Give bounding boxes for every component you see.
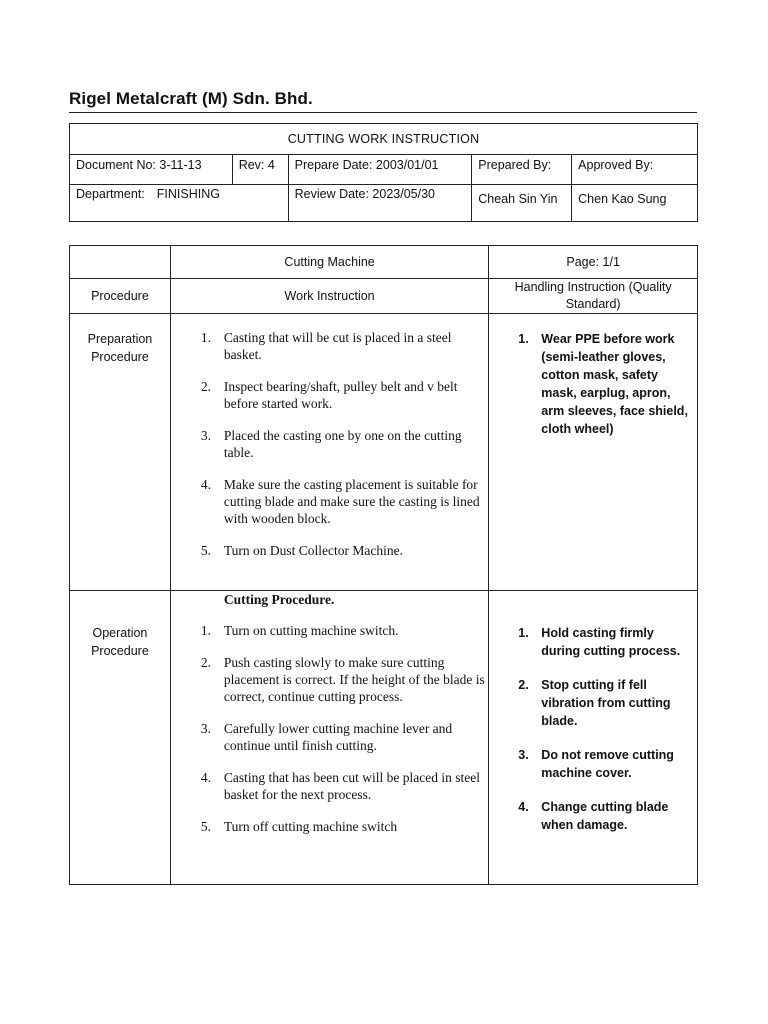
document-number: Document No: 3-11-13	[70, 155, 233, 185]
list-item: 2. Inspect bearing/shaft, pulley belt and v belt before started work.	[200, 379, 458, 411]
operation-work-instructions	[170, 591, 488, 885]
work-instruction-table	[69, 245, 698, 885]
prepared-by-name: Cheah Sin Yin	[472, 185, 572, 222]
list-item: 1. Casting that will be cut is placed in a steel basket.	[200, 330, 452, 362]
review-date: Review Date: 2023/05/30	[288, 185, 472, 222]
column-header-work-instruction: Work Instruction	[170, 279, 488, 314]
list-item: 1. Wear PPE before work (semi-leather gloves, cotton mask, safety mask, earplug, apron, arm sleeves, face shield, cloth wheel)	[518, 332, 688, 436]
preparation-handling-instructions	[489, 314, 698, 591]
list-item: 5. Turn off cutting machine switch	[200, 819, 398, 834]
list-item: 4. Change cutting blade when damage.	[518, 800, 669, 832]
list-item: 3. Placed the casting one by one on the cutting table.	[200, 428, 462, 460]
list-item: 1. Hold casting firmly during cutting process.	[518, 626, 681, 658]
column-header-procedure: Procedure	[70, 279, 171, 314]
operation-label-line-2: Procedure	[91, 644, 149, 658]
revision: Rev: 4	[232, 155, 288, 185]
prepared-by-label: Prepared By:	[472, 155, 572, 185]
preparation-procedure-label	[70, 314, 171, 591]
department-label: Department:	[76, 187, 145, 201]
document-title: CUTTING WORK INSTRUCTION	[70, 124, 698, 155]
list-item: 2. Push casting slowly to make sure cutting placement is correct. If the height of the blade is correct, continue cutting process.	[200, 655, 485, 704]
list-item: 5. Turn on Dust Collector Machine.	[200, 543, 404, 558]
operation-procedure-label	[70, 591, 171, 885]
header-rule	[69, 112, 697, 113]
preparation-label-line-2: Procedure	[91, 350, 149, 364]
page-number: Page: 1/1	[489, 246, 698, 279]
operation-handling-instructions	[489, 591, 698, 885]
company-name: Rigel Metalcraft (M) Sdn. Bhd.	[69, 89, 313, 108]
column-header-handling: Handling Instruction (Quality Standard)	[489, 279, 698, 314]
preparation-work-instructions	[170, 314, 488, 591]
list-item: 3. Do not remove cutting machine cover.	[518, 748, 674, 780]
document-header-table	[69, 123, 698, 222]
department	[70, 185, 289, 222]
list-item: 3. Carefully lower cutting machine lever and continue until finish cutting.	[200, 721, 453, 753]
preparation-label-line-1: Preparation	[87, 332, 153, 346]
list-item: 1. Turn on cutting machine switch.	[200, 623, 399, 638]
approved-by-name: Chen Kao Sung	[572, 185, 698, 222]
list-item: 4. Casting that has been cut will be placed in steel basket for the next process.	[200, 770, 480, 802]
list-item: 4. Make sure the casting placement is suitable for cutting blade and make sure the casting is lined with wooden block.	[200, 477, 480, 526]
cutting-procedure-title: Cutting Procedure.	[223, 592, 335, 607]
machine-name: Cutting Machine	[170, 246, 488, 279]
operation-label-line-1: Operation	[92, 626, 148, 640]
department-value: FINISHING	[156, 187, 220, 201]
empty-header-cell	[70, 246, 171, 279]
approved-by-label: Approved By:	[572, 155, 698, 185]
prepare-date: Prepare Date: 2003/01/01	[288, 155, 472, 185]
list-item: 2. Stop cutting if fell vibration from cutting blade.	[518, 678, 671, 728]
